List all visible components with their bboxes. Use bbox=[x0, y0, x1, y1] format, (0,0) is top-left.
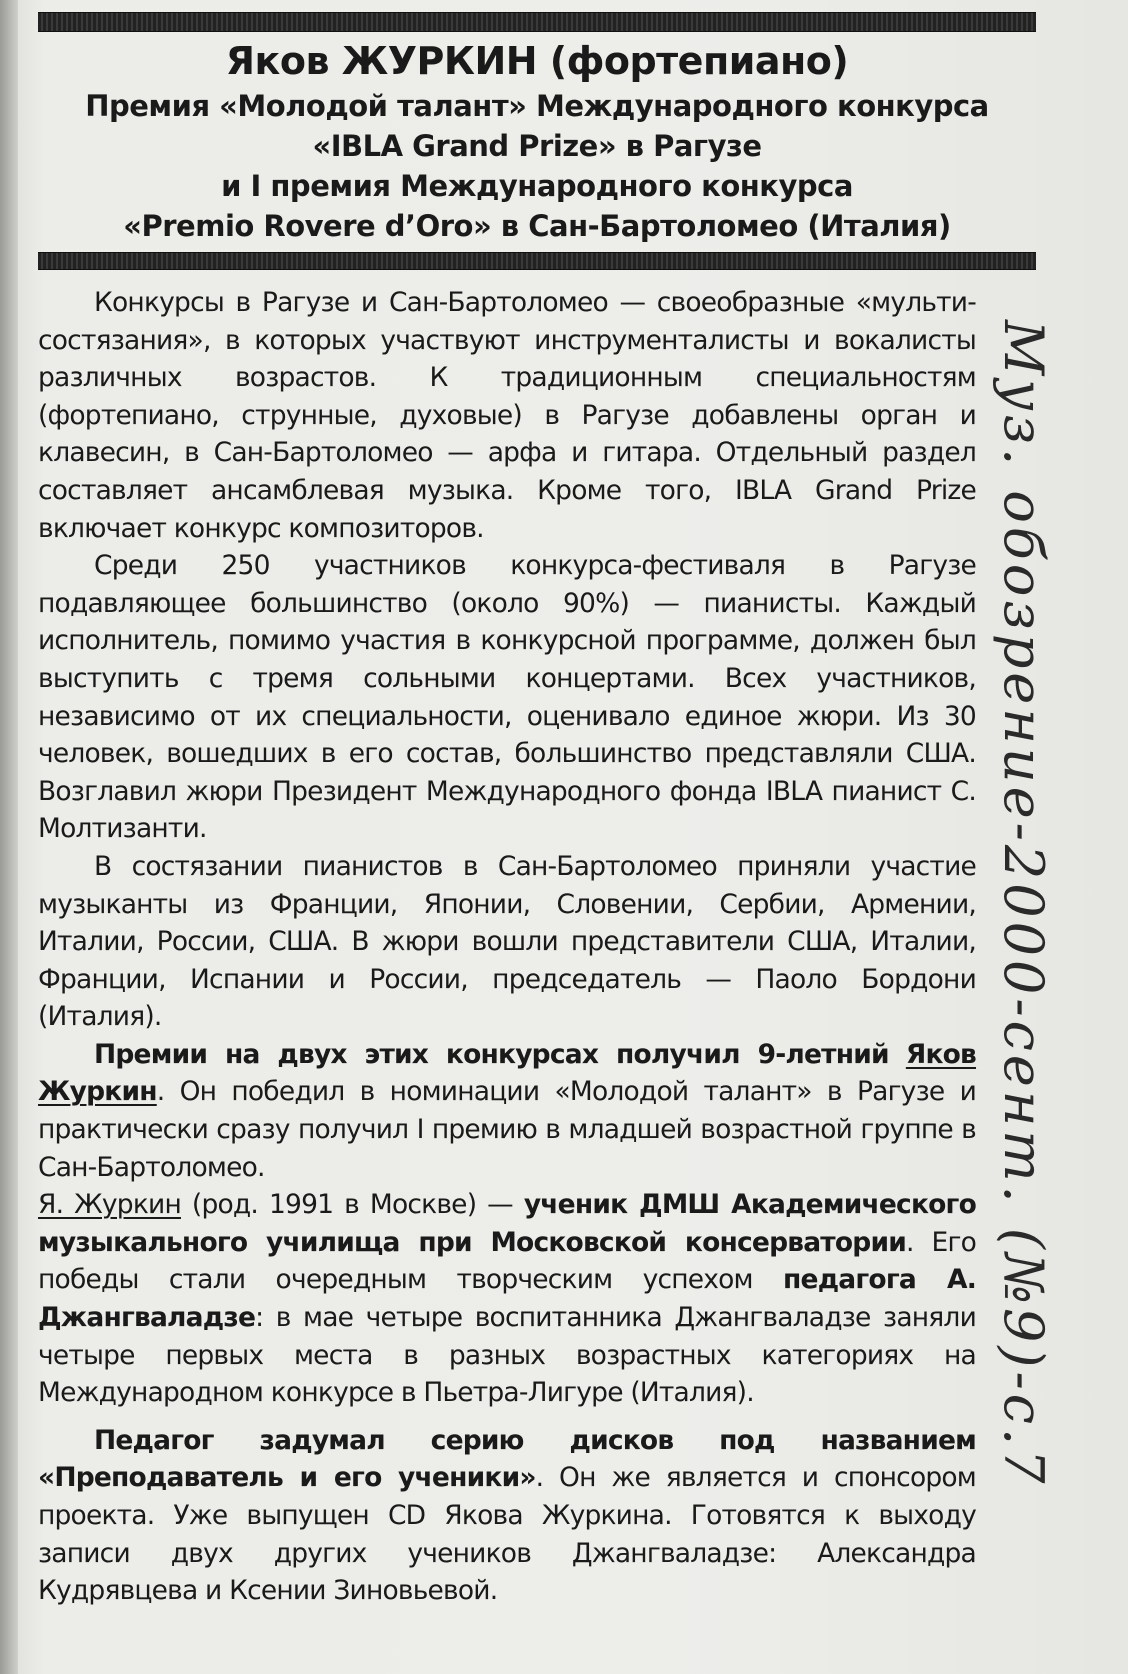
handwritten-source-note: Муз. обозрение-2000-сент. (№9)-с.7 bbox=[992, 320, 1055, 1488]
text: (род. 1991 в Москве) — bbox=[180, 1189, 524, 1221]
paragraph: Среди 250 участников конкурса-фестиваля в Рагузе подавляющее большинство (около 90%) — пианисты. Каждый исполнитель, помимо участия в конкурсной программе, должен был выступить с тремя сольными концертами. Всех участников, независимо от их специальности, оценивало единое жюри. Из 30 человек, вошедших в его состав, большинство представляли США. Возглавил жюри Президент Международного фонда IBLA пианист С. Молтизанти. bbox=[38, 550, 976, 845]
underlined-name: Я. Журкин bbox=[38, 1189, 181, 1221]
bold-text: ученик ДМШ Академического музыкального училища при Московской консерватории bbox=[38, 1189, 977, 1258]
bold-text: Премии на двух этих конкурсах получил 9-летний bbox=[94, 1038, 889, 1070]
subtitle-line: «IBLA Grand Prize» в Рагузе bbox=[312, 129, 762, 163]
bottom-rule bbox=[38, 252, 1036, 270]
clipping-edge bbox=[0, 0, 18, 1674]
underlined-name: Яков Журкин bbox=[38, 1038, 977, 1108]
paragraph bbox=[38, 1036, 976, 1186]
subtitle-line: Премия «Молодой талант» Международного конкурса bbox=[85, 89, 989, 123]
paragraph: В состязании пианистов в Сан-Бартоломео приняли участие музыканты из Франции, Японии, Словении, Сербии, Армении, Италии, России, США. В жюри вошли представители США, Италии, Франции, Испании и России, председатель — Паоло Бордони (Италия). bbox=[38, 850, 976, 1033]
bold-text: педагога А. Джангваладзе bbox=[38, 1264, 976, 1334]
text: . Он победил в номинации «Молодой талант» в Рагузе и практически сразу получил I премию в младшей возрастной группе в Сан-Бартоломео. bbox=[38, 1076, 976, 1183]
top-rule bbox=[38, 12, 1036, 32]
text: . Он же является и спонсором проекта. Уже выпущен CD Якова Журкина. Готовятся к выходу записи двух других учеников Джангваладзе: Александра Кудрявцева и Ксении Зиновьевой. bbox=[38, 1462, 976, 1607]
text: : в мае четыре воспитанника Джангваладзе заняли четыре первых места в разных возрастных категориях на Международном конкурсе в Пьетра-Лигуре (Италия). bbox=[38, 1302, 976, 1409]
text: . Его победы стали очередным творческим успехом bbox=[38, 1226, 976, 1296]
article-title: Яков ЖУРКИН (фортепиано) bbox=[225, 39, 849, 83]
article-header bbox=[38, 36, 1036, 246]
article bbox=[38, 12, 1036, 1610]
paragraph bbox=[38, 1186, 976, 1412]
bold-text: Педагог задумал серию дисков под названием «Преподаватель и его ученики» bbox=[38, 1424, 976, 1494]
subtitle-line: «Premio Rovere d’Oro» в Сан-Бартоломео (Италия) bbox=[123, 209, 951, 243]
article-body bbox=[38, 284, 1036, 1610]
paragraph: Конкурсы в Рагузе и Сан-Бартоломео — своеобразные «мульти-состязания», в которых участвуют инструменталисты и вокалисты различных возрастов. К традиционным специальностям (фортепиано, струнные, духовые) в Рагузе добавлены орган и клавесин, в Сан-Бартоломео — арфа и гитара. Отдельный раздел составляет ансамблевая музыка. Кроме того, IBLA Grand Prize включает конкурс композиторов. bbox=[38, 287, 976, 544]
paragraph bbox=[38, 1422, 976, 1610]
subtitle-line: и I премия Международного конкурса bbox=[221, 169, 853, 203]
